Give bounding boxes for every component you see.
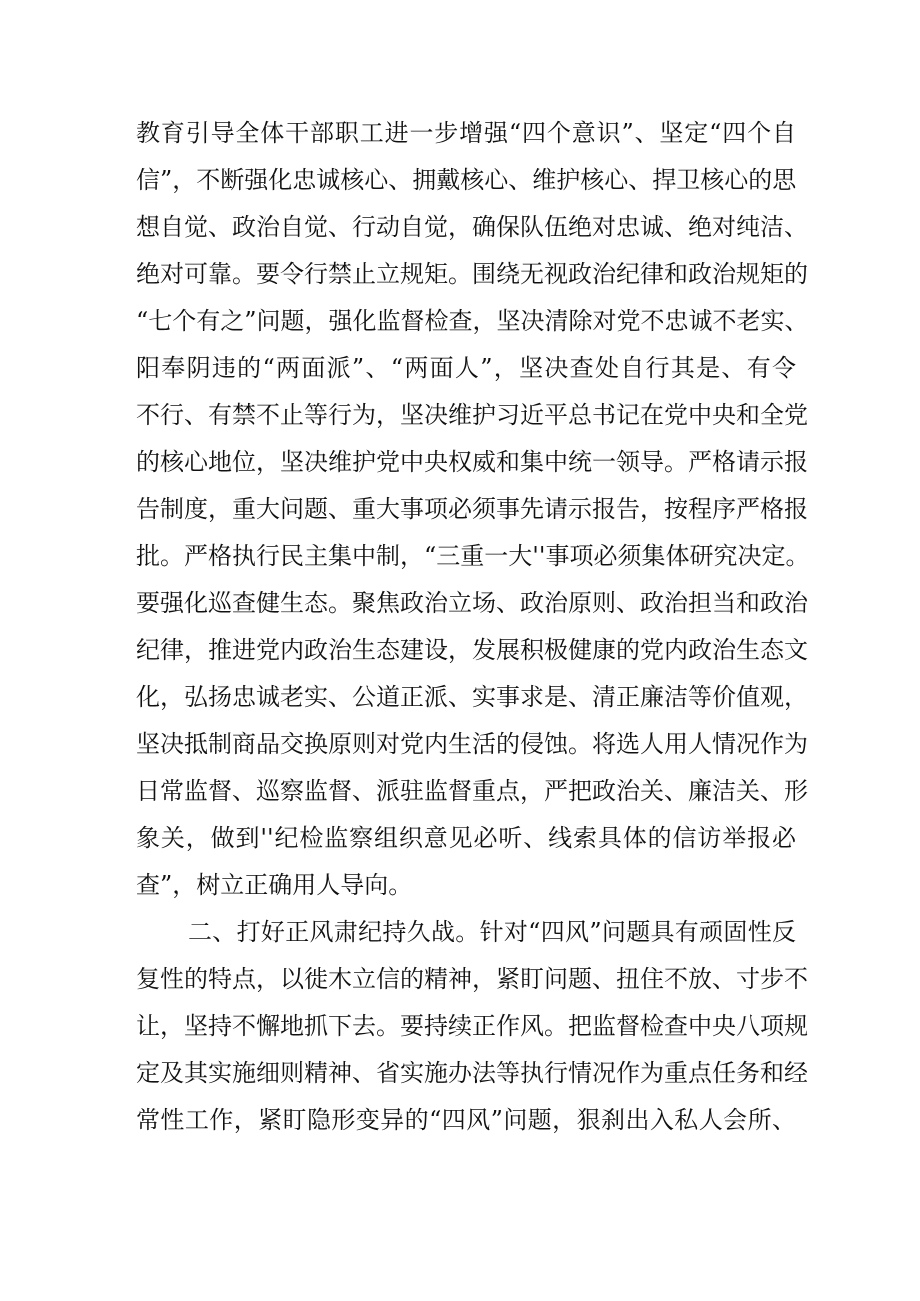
paragraph-last-line: 查”，树立正确用人导向。 [136,871,413,899]
text-line: 阳奉阴违的“两面派”、“两面人”，坚决查处自行其是、有令 [136,354,796,382]
text-line: 常性工作，紧盯隐形变异的“四风”问题，狠刹出入私人会所、 [136,1106,796,1134]
text-line: 纪律，推进党内政治生态建设，发展积极健康的党内政治生态文 [136,636,808,664]
text-line: 不行、有禁不止等行为，坚决维护习近平总书记在党中央和全党 [136,401,808,429]
text-line: 日常监督、巡察监督、派驻监督重点，严把政治关、廉洁关、形 [136,777,808,805]
text-line: 定及其实施细则精神、省实施办法等执行情况作为重点任务和经 [136,1059,808,1087]
text-line: 要强化巡查健生态。聚焦政治立场、政治原则、政治担当和政治 [136,589,808,617]
text-line: 想自觉、政治自觉、行动自觉，确保队伍绝对忠诚、绝对纯洁、 [136,213,808,241]
text-line: 教育引导全体干部职工进一步增强“四个意识”、坚定“四个自 [136,119,796,147]
body-text [136,110,810,1144]
text-line: 批。严格执行民主集中制，“三重一大''事项必须集体研究决定。 [136,542,810,570]
text-line: “七个有之”问题，强化监督检查，坚决清除对党不忠诚不老实、 [136,307,809,335]
section-heading-line: 二、打好正风肃纪持久战。针对“四风”问题具有顽固性反 [188,918,796,946]
text-line: 绝对可靠。要令行禁止立规矩。围绕无视政治纪律和政治规矩的 [136,260,808,288]
text-line: 让，坚持不懈地抓下去。要持续正作风。把监督检查中央八项规 [136,1012,808,1040]
text-line: 坚决抵制商品交换原则对党内生活的侵蚀。将选人用人情况作为 [136,730,808,758]
text-line: 的核心地位，坚决维护党中央权威和集中统一领导。严格请示报 [136,448,808,476]
text-line: 信”，不断强化忠诚核心、拥戴核心、维护核心、捍卫核心的思 [136,166,797,194]
text-line: 化，弘扬忠诚老实、公道正派、实事求是、清正廉洁等价值观， [136,683,808,711]
text-line: 告制度，重大问题、重大事项必须事先请示报告，按程序严格报 [136,495,808,523]
text-line: 复性的特点，以徙木立信的精神，紧盯问题、扭住不放、寸步不 [136,965,808,993]
text-line: 象关，做到''纪检监察组织意见必听、线索具体的信访举报必 [136,824,796,852]
